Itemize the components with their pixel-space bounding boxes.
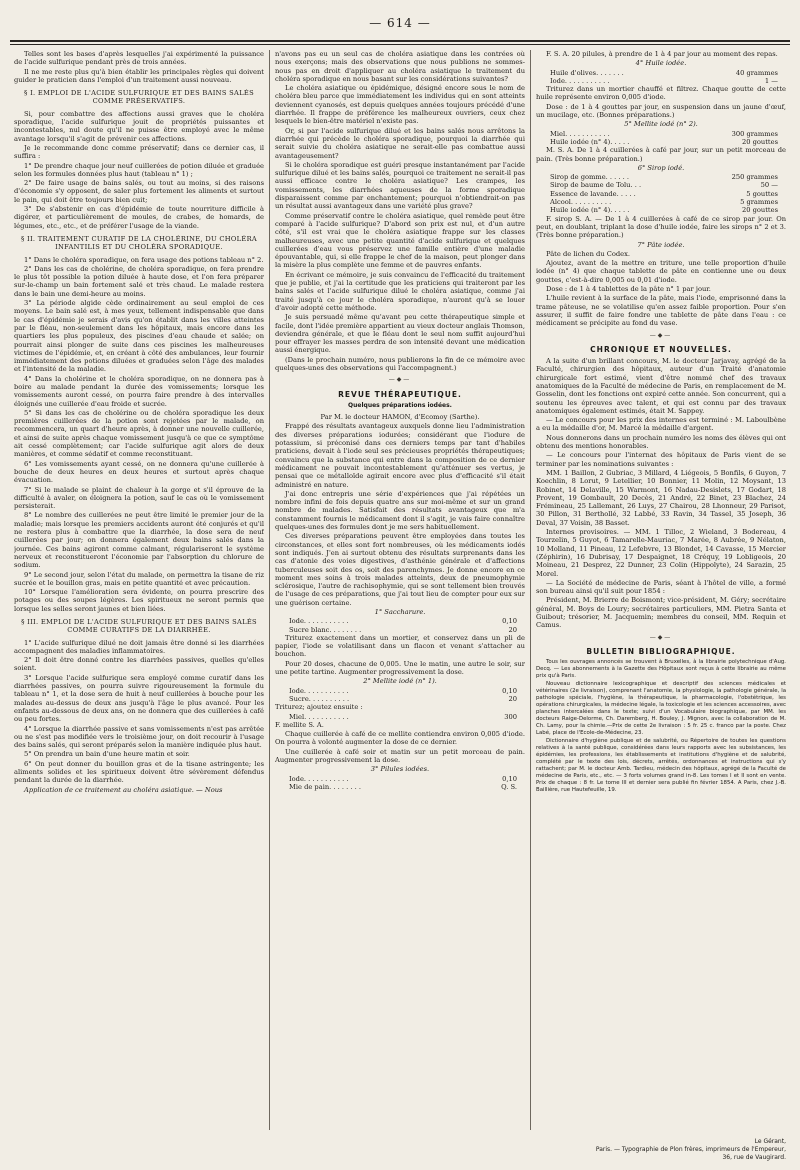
paragraph: Chaque cuillerée à café de ce mellite contiendra environ 0,005 d'iode. On pourra à volonté augmenter la dose de ce dernier. bbox=[275, 730, 525, 747]
formula-line bbox=[550, 206, 778, 214]
formula-title: 4° Huile iodée. bbox=[635, 59, 687, 68]
paragraph: Or, si par l'acide sulfurique dilué et les bains salés nous arrêtons la diarrhée qui précède le choléra sporadique, pourquoi la diarrhée qui serait suivie du choléra asiatique ne serait-elle pas combattue aussi avantageusement? bbox=[275, 126, 525, 160]
formula-line bbox=[550, 130, 778, 138]
quantity: 20 bbox=[508, 694, 517, 703]
quantity: 20 gouttes bbox=[741, 137, 778, 146]
paragraph: — Le concours pour l'internat des hôpitaux de Paris vient de se terminer par les nominations suivantes : bbox=[536, 451, 786, 468]
column-middle bbox=[275, 50, 525, 1130]
ingredient: Mie de pain. . . . . . . . bbox=[289, 782, 362, 791]
quantity: 300 bbox=[504, 712, 517, 721]
formula-line bbox=[289, 783, 517, 791]
quantity: 0,10 bbox=[502, 774, 517, 783]
paragraph: M. S. A. De 1 à 4 cuillerées à café par jour, sur un petit morceau de pain. (Très bonne préparation.) bbox=[536, 146, 786, 163]
formula-line bbox=[289, 617, 517, 625]
section-heading: § II. TRAITEMENT CURATIF DE LA CHOLÉRINE, DU CHOLÉRA INFANTILIS ET DU CHOLÉRA SPORADIQUE. bbox=[20, 234, 258, 252]
formula-line bbox=[289, 687, 517, 695]
paragraph: — Le concours pour les prix des internes est terminé : M. Laboulbène a eu la médaille d'or, M. Marcé la médaille d'argent. bbox=[536, 416, 786, 433]
ornament-divider: —◆— bbox=[649, 331, 673, 339]
paragraph: 3° De s'abstenir en cas d'épidémie de toute nourriture difficile à digérer, et particulièrement de moules, de crabes, de homards, de légumes, etc., etc., et de préférer l'usage de la viande. bbox=[14, 205, 264, 230]
paragraph: 9° Le second jour, selon l'état du malade, on permettra la tisane de riz sucrée et le bouillon gras, mais en petite quantité et avec précaution. bbox=[14, 570, 264, 587]
paragraph: A la suite d'un brillant concours, M. le docteur Jarjavay, agrégé de la Faculté, chirurgien des hôpitaux, auteur d'un Traité d'anatomie chirurgicale fort estimé, vient d'être nommé chef des travaux anatomiques de la Faculté de médecine de Paris, en remplacement de M. Gosselin, dont les fonctions ont expiré cette année. Son concurrent, qui a soutenu les épreuves avec talent, et qui est connu par des travaux anatomiques également estimés, était M. Sappey. bbox=[536, 357, 786, 415]
paragraph: Il ne me reste plus qu'à bien établir les principales règles qui doivent guider le praticien dans l'emploi d'un traitement aussi nouveau. bbox=[14, 67, 264, 84]
section-heading: § I. EMPLOI DE L'ACIDE SULFURIQUE ET DES BAINS SALÉS COMME PRÉSERVATIFS. bbox=[24, 89, 254, 106]
paragraph: Le choléra asiatique ou épidémique, désigné encore sous le nom de choléra bleu parce que immédiatement les individus qui en sont atteints deviennent cyanosés, est depuis quelques années toujours précédé d'une diarrhée. Il frappe de préférence les malheureux ouvriers, ceux chez lesquels le bien-être matériel n'existe pas. bbox=[275, 84, 525, 126]
formula-line bbox=[289, 695, 517, 703]
ingredient: Miel. . . . . . . . . . . bbox=[289, 712, 349, 721]
paragraph: MM. 1 Baillon, 2 Gubriac, 3 Millard, 4 Liégeois, 5 Bonfils, 6 Guyon, 7 Koechlin, 8 Lorut, 9 Letellier, 10 Bonnier, 11 Molin, 12 Moysant, 13 Robinet, 14 Delaville, 15 Warmont, 16 Nadau-Desislets, 17 Godart, 18 Provent, 19 Gombault, 20 Decès, 21 André, 22 Binet, 23 Blachez, 24 Frémineau, 25 Lallemant, 26 Luys, 27 Chairou, 28 Lhonneur, 29 Parisot, 30 Pillon, 31 Berthollé, 32 Labbé, 33 Ravin, 34 Tassel, 35 Joseph, 36 Deval, 37 Voisin, 38 Basset. bbox=[536, 468, 786, 527]
ingredient: Huile iodée (n° 4). . . . . bbox=[550, 206, 630, 215]
paragraph: 2° Dans les cas de cholérine, de choléra sporadique, on fera prendre le plus tôt possible la potion diluée à haute dose, et l'on fera préparer sur-le-champ un bain fortement salé et très chaud. Le malade restera dans le bain une demi-heure au moins. bbox=[14, 264, 264, 298]
paragraph: (Dans le prochain numéro, nous publierons la fin de ce mémoire avec quelques-unes des observations qui l'accompagnent.) bbox=[275, 355, 525, 372]
paragraph: J'ai donc entrepris une série d'expériences que j'ai répétées un nombre infini de fois depuis quatre ans sur moi-même et sur un grand nombre de malades. Satisfait des résultats avantageux que m'a constamment fournis le médicament dont il s'agit, je vais faire connaître quelques-unes des formules dont je me sers habituellement. bbox=[275, 489, 525, 532]
column-left bbox=[14, 50, 264, 1130]
printer-footer bbox=[536, 1138, 786, 1162]
article-subtitle: Quelques préparations iodées. bbox=[348, 401, 452, 409]
paragraph: Président, M. Brierre de Boismont; vice-président, M. Géry; secrétaire général, M. Boys de Loury; secrétaires particuliers, MM. Pietra Santa et Guibout; trésorier, M. Jacquemin; membres du conseil, MM. Requin et Camus. bbox=[536, 596, 786, 630]
ingredient: Iode. . . . . . . . . . . bbox=[289, 774, 349, 783]
paragraph: 4° Lorsque la diarrhée passive et sans vomissements n'est pas arrêtée ou ne s'est pas modifiée vers le troisième jour, on doit recourir à l'usage des bains salés, qui seront préparés selon la manière indiquée plus haut. bbox=[14, 724, 264, 750]
paragraph: Pour 20 doses, chacune de 0,005. Une le matin, une autre le soir, sur une petite tartine. Augmenter progressivement la dose. bbox=[275, 659, 525, 677]
paragraph: 4° Dans la cholérine et le choléra sporadique, on ne donnera pas à boire au malade pendant la durée des vomissements; lorsque les vomissements auront cessé, on pourra faire prendre à des intervalles éloignés une cuillerée d'eau froide et sucrée. bbox=[14, 374, 264, 408]
ingredient: Alcool. . . . . . . . . . bbox=[550, 198, 612, 207]
rubric-heading: CHRONIQUE ET NOUVELLES. bbox=[590, 344, 732, 354]
ingredient: Iode. . . . . . . . . . . bbox=[289, 617, 349, 626]
bibliography-entry: Nouveau dictionnaire lexicographique et descriptif des sciences médicales et vétérinaires (2e livraison), comprenant l'anatomie, la physiologie, la pathologie générale, la pathologie spéciale, l'hygiène, la thérapeutique, la pharmacologie, l'obstétrique, les opérations chirurgicales, la médecine légale, la toxicologie et les sciences accessoires, avec planches intercalées dans le texte; suivi d'un Vocabulaire biographique, par MM. les docteurs Raige-Delorme, Ch. Daremberg, H. Bouley, J. Mignon, avec la collaboration de M. Ch. Lamy, pour la chimie.—Prix de cette 2e livraison : 5 fr. 25 c. franco par la poste. Chez Labé, place de l'Ecole-de-Médecine, 23. bbox=[536, 681, 786, 737]
ingredient: Miel. . . . . . . . . . . bbox=[550, 129, 610, 138]
ingredient: Iode. . . . . . . . . . . bbox=[289, 686, 349, 695]
paragraph: 10° Lorsque l'amélioration sera évidente, on pourra prescrire des potages ou des soupes légères. Les spiritueux ne seront permis que lorsque les selles seront jaunes et bien liées. bbox=[14, 588, 264, 613]
quantity: 50 — bbox=[760, 181, 778, 190]
ingredient: Huile iodée (n° 4). . . . . bbox=[550, 137, 630, 146]
paragraph: En écrivant ce mémoire, je suis convaincu de l'efficacité du traitement que je publie, et j'ai la certitude que les praticiens qui traiteront par les bains salés et l'acide sulfurique dilué le choléra asiatique, comme j'ai traité jusqu'à ce jour le choléra sporadique, n'auront qu'à se louer d'avoir adopté cette méthode. bbox=[275, 270, 525, 312]
paragraph: n'avons pas eu un seul cas de choléra asiatique dans les contrées où nous exerçons; mais des observations que nous publions ne sommes-nous pas en droit d'appliquer au choléra asiatique le traitement du choléra sporadique en nous basant sur les considérations suivantes? bbox=[275, 50, 525, 83]
printer-address: 36, rue de Vaugirard. bbox=[722, 1154, 786, 1161]
paragraph: — La Société de médecine de Paris, séant à l'hôtel de ville, a formé son bureau ainsi qu'il suit pour 1854 : bbox=[536, 578, 786, 596]
paragraph: 1° L'acide sulfurique dilué ne doit jamais être donné si les diarrhées accompagnent des maladies inflammatoires. bbox=[14, 638, 264, 655]
paragraph: Triturez dans un mortier chauffé et filtrez. Chaque goutte de cette huile représente environ 0,005 d'iode. bbox=[536, 85, 786, 102]
formula-line bbox=[550, 190, 778, 198]
quantity: Q. S. bbox=[501, 782, 517, 791]
formula-line bbox=[289, 713, 517, 721]
ornament-divider: —◆— bbox=[649, 633, 673, 641]
paragraph: Si, pour combattre des affections aussi graves que le choléra sporadique, l'acide sulfurique jouit de propriétés puissantes et incontestables, nul doute qu'il ne puisse être employé avec le même avantage lorsqu'il s'agit de prévenir ces affections. bbox=[14, 109, 264, 143]
paragraph: 1° De prendre chaque jour neuf cuillerées de potion diluée et graduée selon les formules données plus haut (tableau n° 1) ; bbox=[14, 161, 264, 178]
paragraph: Application de ce traitement au choléra asiatique. — Nous bbox=[24, 785, 223, 794]
quantity: 5 gouttes bbox=[746, 189, 778, 198]
paragraph: 7° Si le malade se plaint de chaleur à la gorge et s'il éprouve de la difficulté à avaler, on éloignera la potion, sauf le cas où le vomissement persisterait. bbox=[14, 485, 264, 511]
ingredient: Sirop de gomme. . . . . . bbox=[550, 173, 630, 182]
paragraph: F. S. A. 20 pilules, à prendre de 1 à 4 par jour au moment des repas. bbox=[546, 50, 778, 58]
paragraph: 3° Lorsque l'acide sulfurique sera employé comme curatif dans les diarrhées passives, on pourra suivre rigoureusement la formule du tableau n° 1, et la dose sera de huit à neuf cuillerées à bouche pour les malades au-dessus de deux ans jusqu'à l'âge le plus avancé. Pour les enfants au-dessous de deux ans, on ne donnera que des cuillerées à café ou peu fortes. bbox=[14, 673, 264, 724]
ingredient: Sucre. . . . . . . . . . bbox=[289, 694, 350, 703]
paragraph: F. mellite S. A. bbox=[275, 720, 324, 729]
quantity: 20 bbox=[508, 625, 517, 634]
formula-title: Par M. le docteur HAMON, d'Ecomoy (Sarthe). bbox=[320, 413, 480, 422]
column-separator bbox=[530, 50, 531, 1130]
formula-line bbox=[550, 77, 778, 85]
paragraph: 2° De faire usage de bains salés, ou tout au moins, si des raisons d'économie s'y opposent, de saler plus fortement les aliments et surtout le pain, qui doit être toujours bien cuit; bbox=[14, 179, 264, 204]
quantity: 40 grammes bbox=[735, 68, 778, 77]
paragraph: F. sirop S. A. — De 1 à 4 cuillerées à café de ce sirop par jour. On peut, en doublant, triplant la dose d'huile iodée, faire les sirops n° 2 et 3. (Très bonne préparation.) bbox=[536, 214, 786, 240]
paragraph: 5° On prendra un bain d'une heure matin et soir. bbox=[24, 750, 190, 759]
bibliography-entry: Dictionnaire d'hygiène publique et de salubrité, ou Répertoire de toutes les questions relatives à la santé publique, considérées dans leurs rapports avec les subsistances, les épidémies, les professions, les établissements et institutions d'hygiène et de salubrité, complété par le texte des lois, décrets, arrêtés, ordonnances et instructions qui s'y rattachent; par M. le docteur Amb. Tardieu, médecin des hôpitaux, agrégé de la Faculté de médecine de Paris, etc., etc. — 3 forts volumes grand in-8. Les tomes I et II sont en vente. Prix de chaque : 8 fr. Le tome III et dernier sera publié fin février 1854. A Paris, chez J.-B. Baillière, rue Hautefeuille, 19. bbox=[536, 738, 786, 794]
formula-title: 7° Pâte iodée. bbox=[637, 240, 685, 249]
header-rule bbox=[10, 40, 790, 42]
paragraph: Ces diverses préparations peuvent être employées dans toutes les circonstances, et elles sont fort nombreuses, où les médicaments iodés sont indiqués. J'en ai surtout obtenu des résultats surprenants dans les cas d'atonie des voies digestives, d'asthénie générale et d'affections tuberculeuses soit des os, soit des parenchymes. Je donne encore en ce moment mes soins à trois malades atteints, deux de pneumophymie sclérosique, l'autre de rachisophymie, qui se sont tellement bien trouvés de l'usage de ces préparations, que j'ai tout lieu de compter pour eux sur une guérison certaine. bbox=[275, 532, 525, 607]
paragraph: L'huile revient à la surface de la pâte, mais l'iode, emprisonné dans la trame pâteuse, ne se volatilise qu'en assez faible proportion. Pour s'en assurer, il suffit de faire fondre une tablette de pâte dans l'eau : ce médicament se précipite au fond du vase. bbox=[536, 294, 786, 328]
paragraph: Dose : de 1 à 4 gouttes par jour, en suspension dans un jaune d'œuf, un mucilage, etc. (Bonnes préparations.) bbox=[536, 102, 786, 120]
printer-line: Paris. — Typographie de Plon frères, imprimeurs de l'Empereur, bbox=[595, 1146, 786, 1153]
quantity: 1 — bbox=[764, 76, 778, 85]
paragraph: Triturez exactement dans un mortier, et conservez dans un pli de papier, l'iode se volatilisant dans un flacon et venant s'attacher au bouchon. bbox=[275, 633, 525, 659]
column-separator bbox=[269, 50, 270, 1130]
paragraph: 8° Le nombre des cuillerées ne peut être limité le premier jour de la maladie; mais lorsque les premiers accidents auront été conjurés et qu'il ne restera plus à combattre que la diarrhée, la dose sera de neuf cuillerées par jour; on donnera également deux bains salés dans la journée. Ces bains agiront comme calmant, régulariseront le système nerveux et reconstitueront l'économie par l'absorption du chlorure de sodium. bbox=[14, 511, 264, 570]
gerant-label: Le Gérant, bbox=[754, 1138, 786, 1145]
formula-line bbox=[550, 198, 778, 206]
paragraph: Telles sont les bases d'après lesquelles j'ai expérimenté la puissance de l'acide sulfurique pendant près de trois années. bbox=[14, 50, 264, 67]
paragraph: Une cuillerée à café soir et matin sur un petit morceau de pain. Augmenter progressivement la dose. bbox=[275, 747, 525, 765]
paragraph: Nous donnerons dans un prochain numéro les noms des élèves qui ont obtenu des mentions honorables. bbox=[536, 433, 786, 451]
ingredient: Sucre blanc. . . . . . . . bbox=[289, 625, 362, 634]
paragraph: 1° Dans le choléra sporadique, on fera usage des potions tableau n° 2. bbox=[24, 255, 264, 264]
quantity: 250 grammes bbox=[731, 173, 778, 182]
page-number: — 614 — bbox=[369, 16, 431, 30]
formula-line bbox=[289, 626, 517, 634]
section-heading: § III. EMPLOI DE L'ACIDE SULFURIQUE ET DES BAINS SALÉS COMME CURATIFS DE LA DIARRHÉE. bbox=[21, 618, 257, 635]
paragraph: Comme préservatif contre le choléra asiatique, quel remède peut être comparé à l'acide sulfurique? D'abord son prix est nul, et d'un autre côté, s'il est vrai que le choléra asiatique frappe sur les classes malheureuses, avec une petite quantité d'acide sulfurique et quelques cuillerées d'eau vous préservez une famille entière d'une maladie épouvantable, qui, si elle frappe le chef de la maison, peut plonger dans la misère la plus complète une femme et de pauvres enfants. bbox=[275, 211, 525, 270]
ingredient: Iode. . . . . . . . . . . bbox=[550, 76, 610, 85]
paragraph: Frappé des résultats avantageux auxquels donne lieu l'administration des diverses préparations iodurées; considérant que l'iodure de potassium, si préconisé dans ces derniers temps par tant d'habiles praticiens, devait à l'iode seul ses précieuses propriétés thérapeutiques; convaincu que la substance qui entre dans la composition de ce dernier médicament ne pouvait incontestablement qu'atténuer ses vertus, je pensai que ce métalloïde agirait encore avec plus d'efficacité s'il était administré en nature. bbox=[275, 422, 525, 489]
column-right bbox=[536, 50, 786, 1130]
paragraph: Internes provisoires. — MM. 1 Tilloc, 2 Wieland, 3 Bodereau, 4 Tourzelin, 5 Guyot, 6 Tamarelle-Mauriac, 7 Marée, 8 Aubrée, 9 Nélaton, 10 Molland, 11 Pineau, 12 Lefebvre, 13 Blondet, 14 Cavasse, 15 Mercier (Zéphirin), 16 Dubrisay, 17 Despaignet, 18 Créquy, 19 Lobligeois, 20 Moineau, 21 Desprez, 22 Dunner, 23 Colin (Hippolyte), 24 Sarazin, 25 Morel. bbox=[536, 528, 786, 578]
rubric-heading: BULLETIN BIBLIOGRAPHIQUE. bbox=[586, 646, 736, 656]
paragraph: 3° La période algide cède ordinairement au seul emploi de ces moyens. Le bain salé est, à mes yeux, tellement indispensable que dans le cas d'épidémie je serais d'avis qu'on établit dans les villes atteintes par le fléau, non-seulement dans les hôpitaux, mais encore dans les quartiers les plus populeux, des piscines d'eau chaude et salée; on pourrait ainsi plonger de suite dans ces piscines les malheureuses victimes de l'épidémie, et, en créant à côté des ambulances, leur fournir immédiatement des potions diluées et graduées selon l'âge des malades et l'intensité de la maladie. bbox=[14, 299, 264, 374]
ingredient: Huile d'olives. . . . . . . bbox=[550, 68, 624, 77]
paragraph: Ajoutez, avant de la mettre en triture, une telle proportion d'huile iodée (n° 4) que chaque tablette de pâte en contienne une ou deux gouttes, c'est-à-dire 0,005 ou 0,01 d'iode. bbox=[536, 259, 786, 284]
formula-title: 1° Saccharure. bbox=[374, 608, 426, 616]
quantity: 300 grammes bbox=[731, 129, 778, 138]
paragraph: 6° On peut donner du bouillon gras et de la tisane astringente; les aliments solides et les spiritueux doivent être sévèrement défendus pendant la durée de la diarrhée. bbox=[14, 759, 264, 785]
formula-title: 5° Mellite iodé (n° 2). bbox=[624, 120, 698, 129]
paragraph: 6° Les vomissements ayant cessé, on ne donnera qu'une cuillerée à bouche de deux heures en deux heures et surtout après chaque évacuation. bbox=[14, 459, 264, 485]
formula-line bbox=[289, 775, 517, 783]
paragraph: 5° Si dans les cas de cholérine ou de choléra sporadique les deux premières cuillerées de la potion sont rejetées par le malade, on recommencera, un quart d'heure après, à donner une nouvelle cuillerée, et ainsi de suite après chaque vomissement jusqu'à ce que ce symptôme ait cessé complètement; car l'acide sulfurique agit alors de deux manières, et comme sédatif et comme reconstituant. bbox=[14, 408, 264, 459]
formula-title: 3° Pilules iodées. bbox=[370, 765, 430, 774]
formula-line bbox=[550, 173, 778, 181]
paragraph: Je suis persuadé même qu'avant peu cette thérapeutique simple et facile, dont l'idée première appartient au vieux docteur anglais Thomson, deviendra générale, et que le fléau dont le seul nom suffit aujourd'hui pour effrayer les masses perdra de son intensité devant une médication aussi énergique. bbox=[275, 313, 525, 355]
paragraph: 2° Il doit être donné contre les diarrhées passives, quelles qu'elles soient. bbox=[14, 656, 264, 673]
quantity: 0,10 bbox=[502, 617, 517, 626]
paragraph: Si le choléra sporadique est guéri presque instantanément par l'acide sulfurique dilué et les bains salés, pourquoi ce traitement ne serait-il pas aussi efficace contre le choléra asiatique? Les crampes, les vomissements, les diarrhées aqueuses de la forme sporadique disparaissent comme par enchantement; pourquoi n'obtiendrait-on pas un résultat aussi avantageux dans une variété plus grave? bbox=[275, 160, 525, 211]
rubric-heading: REVUE THÉRAPEUTIQUE. bbox=[338, 389, 462, 399]
formula-title: 6° Sirop iodé. bbox=[637, 163, 685, 172]
header-rule-thin bbox=[10, 44, 790, 45]
ingredient: Essence de lavande. . . . . bbox=[550, 189, 636, 198]
paragraph: Je le recommande donc comme préservatif; dans ce dernier cas, il suffira : bbox=[14, 143, 264, 161]
ornament-divider: —◆— bbox=[388, 376, 412, 384]
ingredient: Sirop de baume de Tolu. . . bbox=[550, 181, 642, 190]
quantity: 0,10 bbox=[502, 686, 517, 695]
formula-line bbox=[550, 69, 778, 77]
paragraph: Triturez; ajoutez ensuite : bbox=[275, 703, 363, 712]
quantity: 20 gouttes bbox=[741, 206, 778, 215]
quantity: 5 grammes bbox=[740, 198, 778, 207]
bibliography-entry: Tous les ouvrages annoncés se trouvent à Bruxelles, à la librairie polytechnique d'Aug. Decq. — Les abonnements à la Gazette des Hôpitaux sont reçus à cette librairie au même prix qu'à Paris. bbox=[536, 659, 786, 680]
paragraph: Dose : de 1 à 4 tablettes de la pâte n° 1 par jour. bbox=[546, 285, 711, 294]
formula-line bbox=[550, 181, 778, 189]
paragraph: Pâte de lichen du Codex. bbox=[546, 249, 631, 258]
formula-title: 2° Mellite iodé (n° 1). bbox=[363, 677, 437, 686]
